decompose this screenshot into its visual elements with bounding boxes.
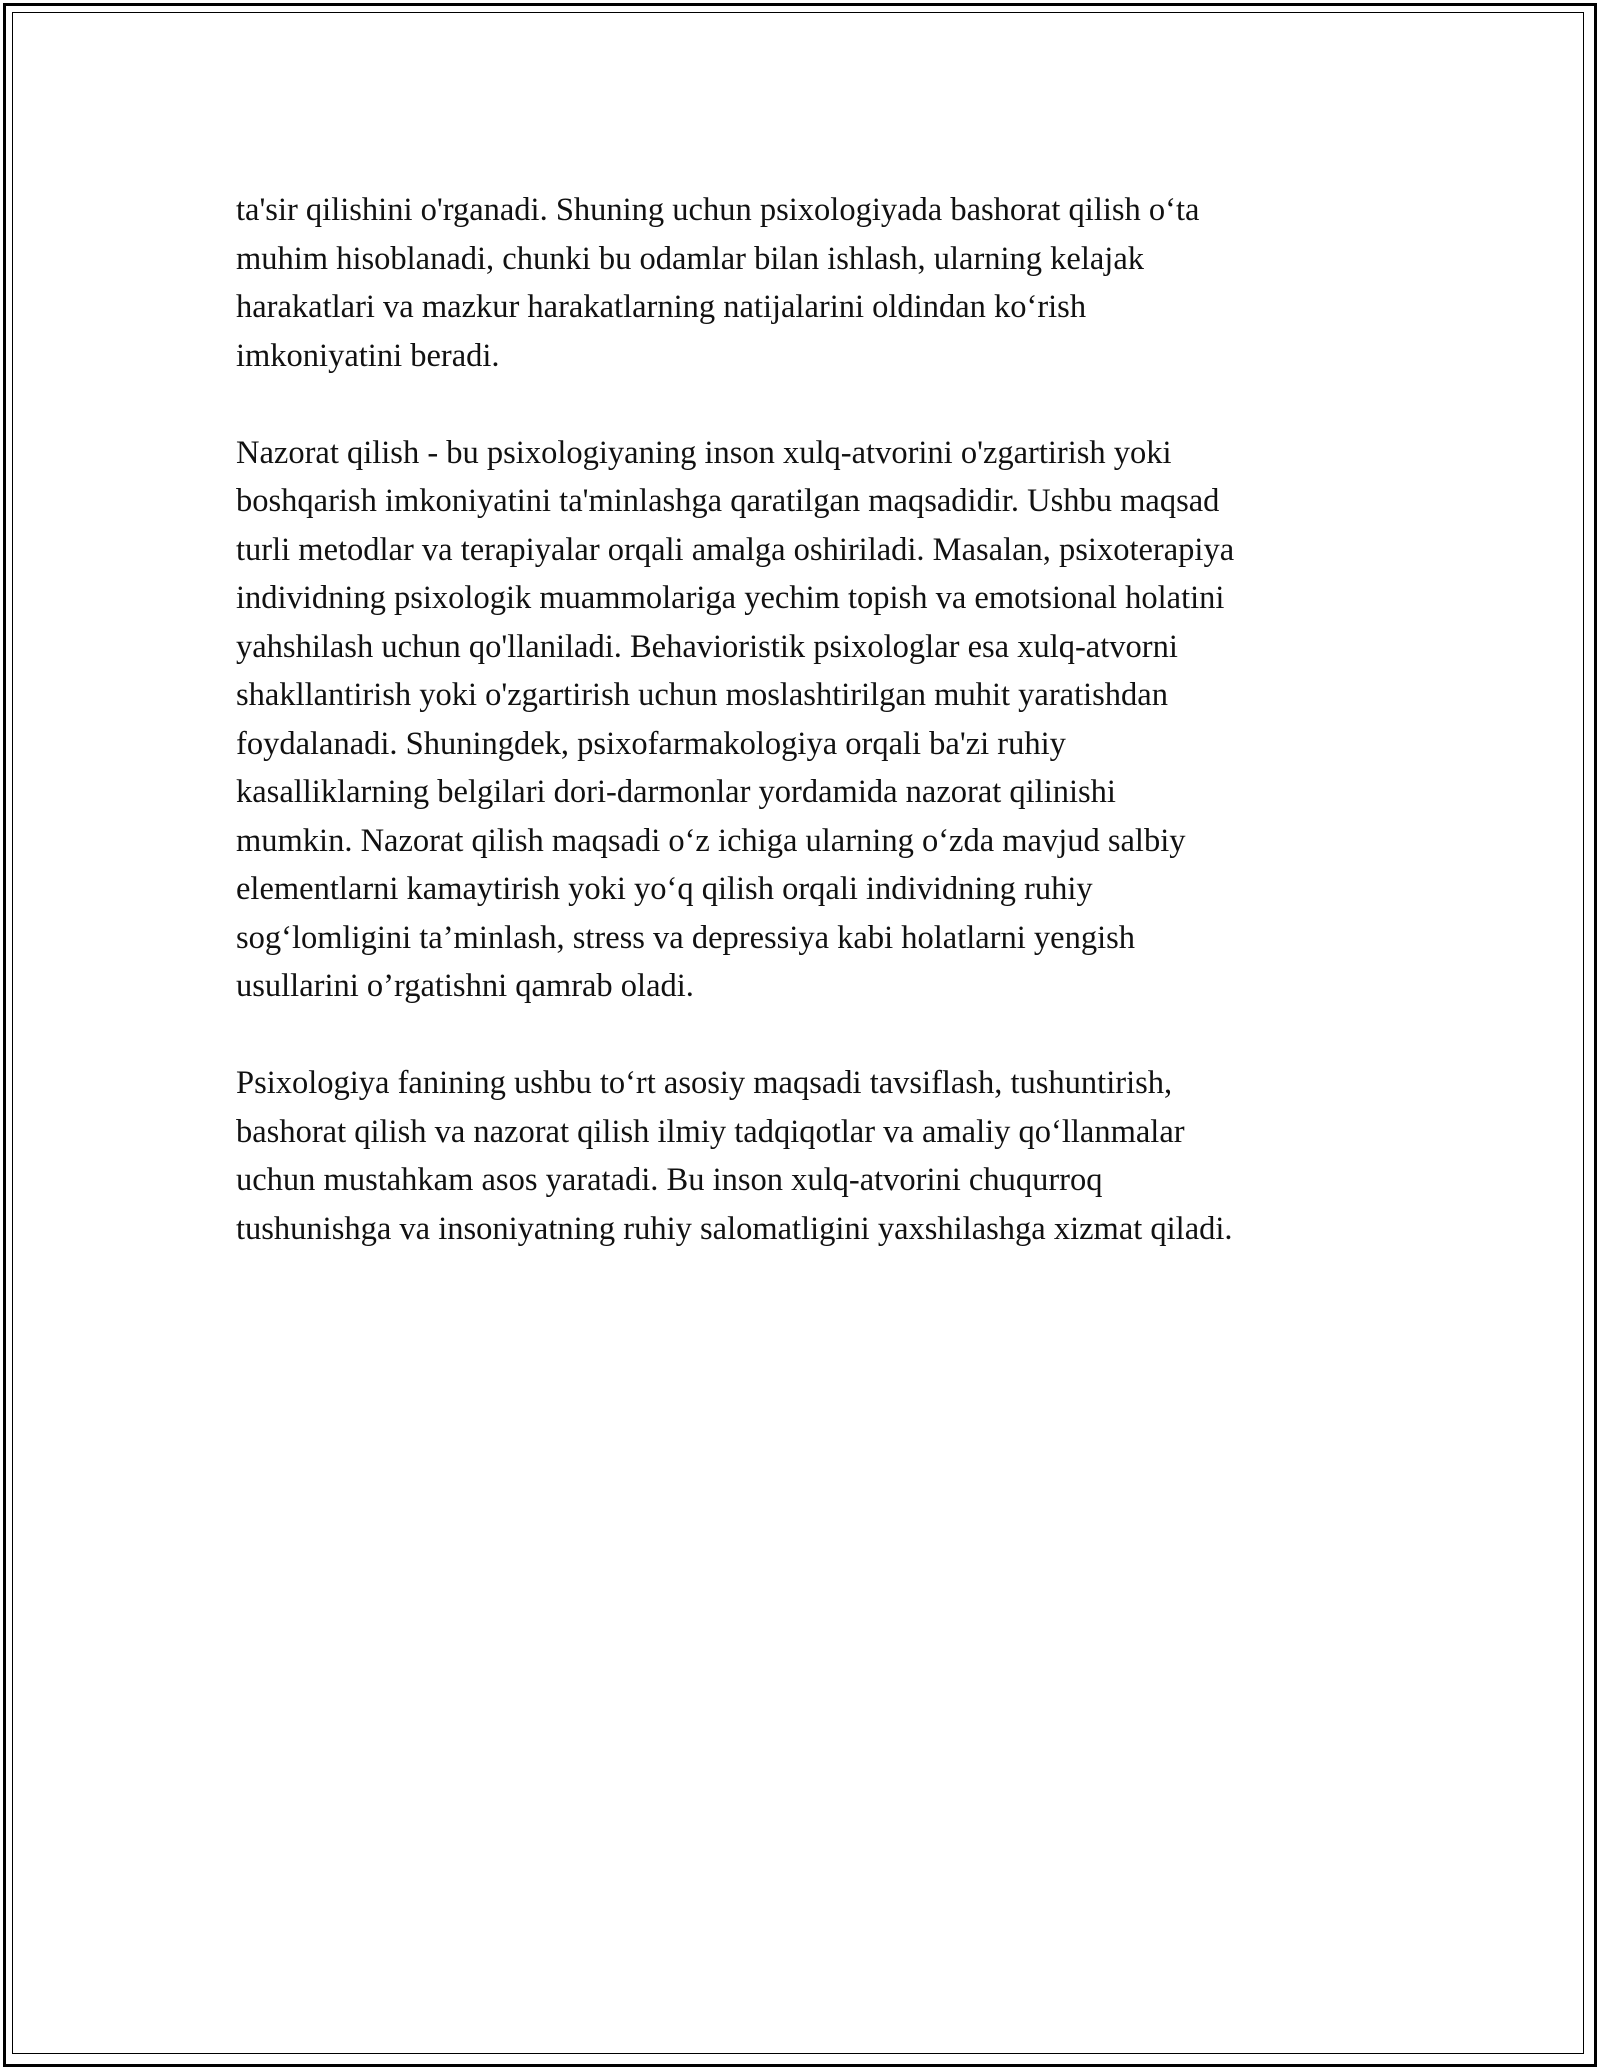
text-line: muhim hisoblanadi, chunki bu odamlar bilan ishlash, ularning kelajak xyxy=(236,240,1145,277)
text-line: sog‘lomligini ta’minlash, stress va depressiya kabi holatlarni yengish xyxy=(236,919,1136,956)
text-line: usullarini o’rgatishni qamrab oladi. xyxy=(236,968,694,1004)
text-line: turli metodlar va terapiyalar orqali amalga oshiriladi. Masalan, psixoterapiya xyxy=(236,531,1235,568)
text-line: shakllantirish yoki o'zgartirish uchun moslashtirilgan muhit yaratishdan xyxy=(236,677,1168,713)
text-line: ta'sir qilishini o'rganadi. Shuning uchun psixologiyada bashorat qilish o‘ta xyxy=(236,192,1200,228)
text-line: kasalliklarning belgilari dori-darmonlar yordamida nazorat qilinishi xyxy=(236,774,1116,810)
text-line: imkoniyatini beradi. xyxy=(236,337,500,374)
text-line: yahshilash uchun qo'llaniladi. Behavioristik psixologlar esa xulq-atvorni xyxy=(236,628,1178,665)
document-body xyxy=(236,186,1386,1253)
text-line: bashorat qilish va nazorat qilish ilmiy tadqiqotlar va amaliy qo‘llanmalar xyxy=(236,1113,1185,1150)
text-line: individning psixologik muammolariga yechim topish va emotsional holatini xyxy=(236,580,1225,616)
text-line: Psixologiya fanining ushbu to‘rt asosiy maqsadi tavsiflash, tushuntirish, xyxy=(236,1065,1173,1101)
text-line: mumkin. Nazorat qilish maqsadi o‘z ichiga ularning o‘zda mavjud salbiy xyxy=(236,822,1186,859)
text-line: tushunishga va insoniyatning ruhiy salomatligini yaxshilashga xizmat qiladi. xyxy=(236,1210,1233,1247)
paragraph-summary xyxy=(236,1059,1386,1253)
paragraph-control xyxy=(236,429,1386,1011)
text-line: harakatlari va mazkur harakatlarning natijalarini oldindan ko‘rish xyxy=(236,289,1087,325)
text-line: Nazorat qilish - bu psixologiyaning inson xulq-atvorini o'zgartirish yoki xyxy=(236,434,1172,471)
paragraph-prediction xyxy=(236,186,1386,380)
text-line: boshqarish imkoniyatini ta'minlashga qaratilgan maqsadidir. Ushbu maqsad xyxy=(236,483,1220,519)
text-line: elementlarni kamaytirish yoki yo‘q qilish orqali individning ruhiy xyxy=(236,871,1093,907)
text-line: foydalanadi. Shuningdek, psixofarmakologiya orqali ba'zi ruhiy xyxy=(236,725,1066,762)
text-line: uchun mustahkam asos yaratadi. Bu inson xulq-atvorini chuqurroq xyxy=(236,1162,1103,1198)
